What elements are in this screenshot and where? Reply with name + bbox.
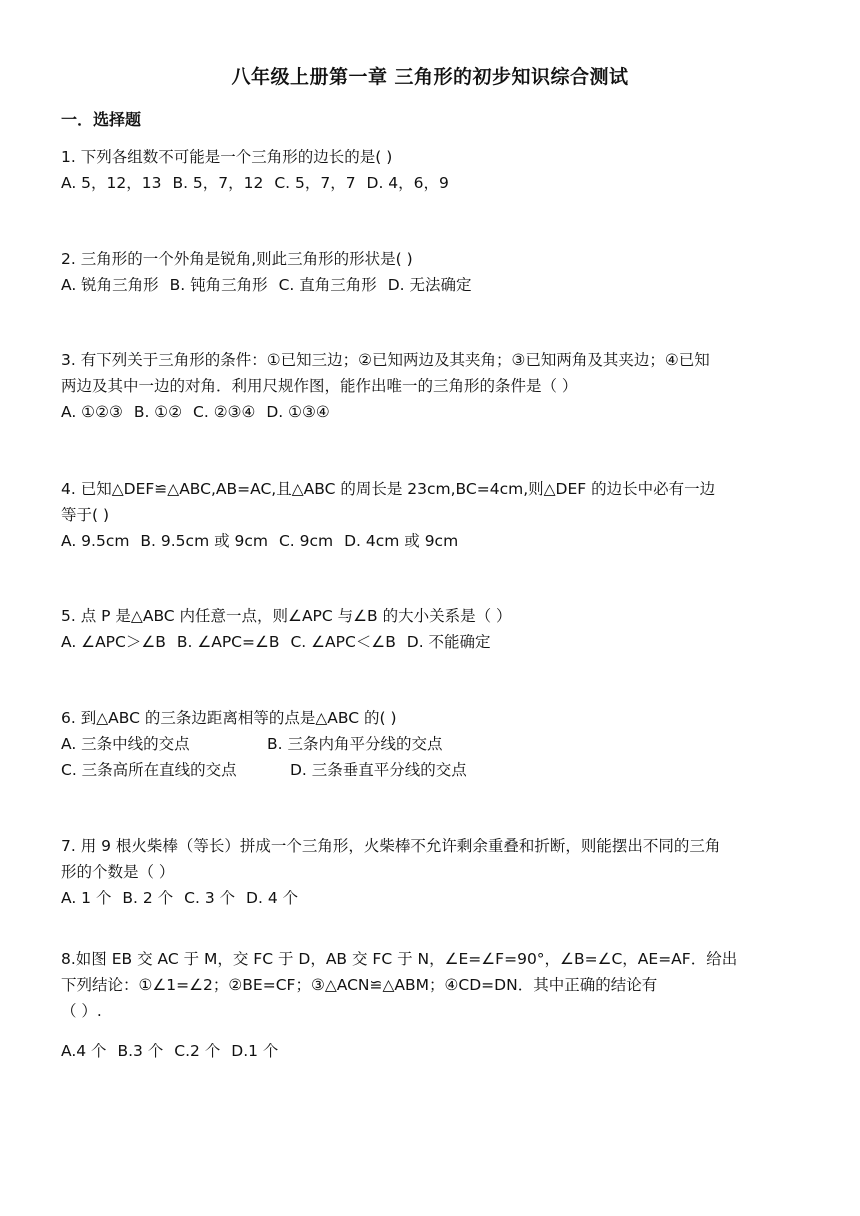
option-d: D. 4 个	[246, 889, 299, 907]
question-2	[61, 246, 801, 298]
option-c: C. 9cm	[278, 532, 334, 550]
option-b: B. 9.5cm 或 9cm	[140, 532, 269, 550]
option-c: C. 3 个	[184, 889, 236, 907]
question-options	[61, 885, 801, 911]
question-options	[61, 399, 801, 425]
option-b: B. ①②	[133, 403, 183, 421]
question-options	[61, 170, 801, 196]
question-options	[61, 272, 801, 298]
question-7	[61, 833, 801, 911]
option-a: A.4 个	[61, 1042, 107, 1060]
option-d: D. 三条垂直平分线的交点	[290, 761, 467, 779]
question-6	[61, 705, 801, 783]
question-options	[61, 528, 801, 554]
question-options-row-1	[61, 731, 801, 757]
option-a: A. 5，12，13	[61, 174, 162, 192]
option-a: A. 1 个	[61, 889, 112, 907]
option-d: D. 4，6，9	[366, 174, 449, 192]
question-stem-line-3: （ ）.	[61, 1002, 102, 1020]
question-stem-line-2: 下列结论：①∠1=∠2；②BE=CF；③△ACN≌△ABM；④CD=DN．其中正确的结论有	[61, 976, 658, 994]
question-stem: 1. 下列各组数不可能是一个三角形的边长的是( )	[61, 148, 393, 166]
option-d: D. 不能确定	[406, 633, 491, 651]
option-c: C. 直角三角形	[278, 276, 377, 294]
question-5	[61, 603, 801, 655]
option-b: B. ∠APC=∠B	[176, 633, 280, 651]
question-stem-line-1: 7. 用 9 根火柴棒（等长）拼成一个三角形，火柴棒不允许剩余重叠和折断，则能摆出不同的三角	[61, 837, 721, 855]
option-d: D. 4cm 或 9cm	[344, 532, 459, 550]
question-4	[61, 476, 801, 554]
option-c: C.2 个	[174, 1042, 221, 1060]
option-a: A. ∠APC＞∠B	[61, 633, 166, 651]
option-c: C. ∠APC＜∠B	[290, 633, 396, 651]
option-d: D. 无法确定	[387, 276, 472, 294]
option-b: B. 5，7，12	[172, 174, 264, 192]
option-a: A. 三条中线的交点	[61, 735, 190, 753]
option-c: C. 5，7，7	[274, 174, 356, 192]
question-stem: 6. 到△ABC 的三条边距离相等的点是△ABC 的( )	[61, 709, 397, 727]
option-b: B.3 个	[117, 1042, 164, 1060]
option-d: D.1 个	[231, 1042, 279, 1060]
question-stem-line-1: 8.如图 EB 交 AC 于 M，交 FC 于 D，AB 交 FC 于 N，∠E=∠F=90°，∠B=∠C，AE=AF．给出	[61, 950, 738, 968]
option-d: D. ①③④	[266, 403, 330, 421]
question-stem-line-1: 4. 已知△DEF≌△ABC,AB=AC,且△ABC 的周长是 23cm,BC=4cm,则△DEF 的边长中必有一边	[61, 480, 716, 498]
option-a: A. 锐角三角形	[61, 276, 159, 294]
question-options-row-2	[61, 757, 801, 783]
question-1	[61, 144, 801, 196]
option-b: B. 钝角三角形	[169, 276, 268, 294]
option-c: C. 三条高所在直线的交点	[61, 761, 237, 779]
question-stem-line-2: 两边及其中一边的对角．利用尺规作图，能作出唯一的三角形的条件是（ ）	[61, 377, 578, 395]
question-8	[61, 946, 801, 1064]
question-stem-line-2: 形的个数是（ ）	[61, 863, 175, 881]
option-c: C. ②③④	[193, 403, 256, 421]
section-heading: 一．选择题	[61, 110, 142, 129]
question-stem-line-2: 等于( )	[61, 506, 110, 524]
question-stem-line-1: 3. 有下列关于三角形的条件：①已知三边；②已知两边及其夹角；③已知两角及其夹边；④已知	[61, 351, 710, 369]
question-options	[61, 1038, 801, 1064]
option-b: B. 2 个	[122, 889, 174, 907]
question-stem: 2. 三角形的一个外角是锐角,则此三角形的形状是( )	[61, 250, 413, 268]
option-b: B. 三条内角平分线的交点	[267, 735, 443, 753]
option-a: A. 9.5cm	[61, 532, 130, 550]
page-title: 八年级上册第一章 三角形的初步知识综合测试	[231, 66, 629, 88]
option-a: A. ①②③	[61, 403, 123, 421]
question-options	[61, 629, 801, 655]
question-stem: 5. 点 P 是△ABC 内任意一点，则∠APC 与∠B 的大小关系是（ ）	[61, 607, 512, 625]
question-3	[61, 347, 801, 425]
